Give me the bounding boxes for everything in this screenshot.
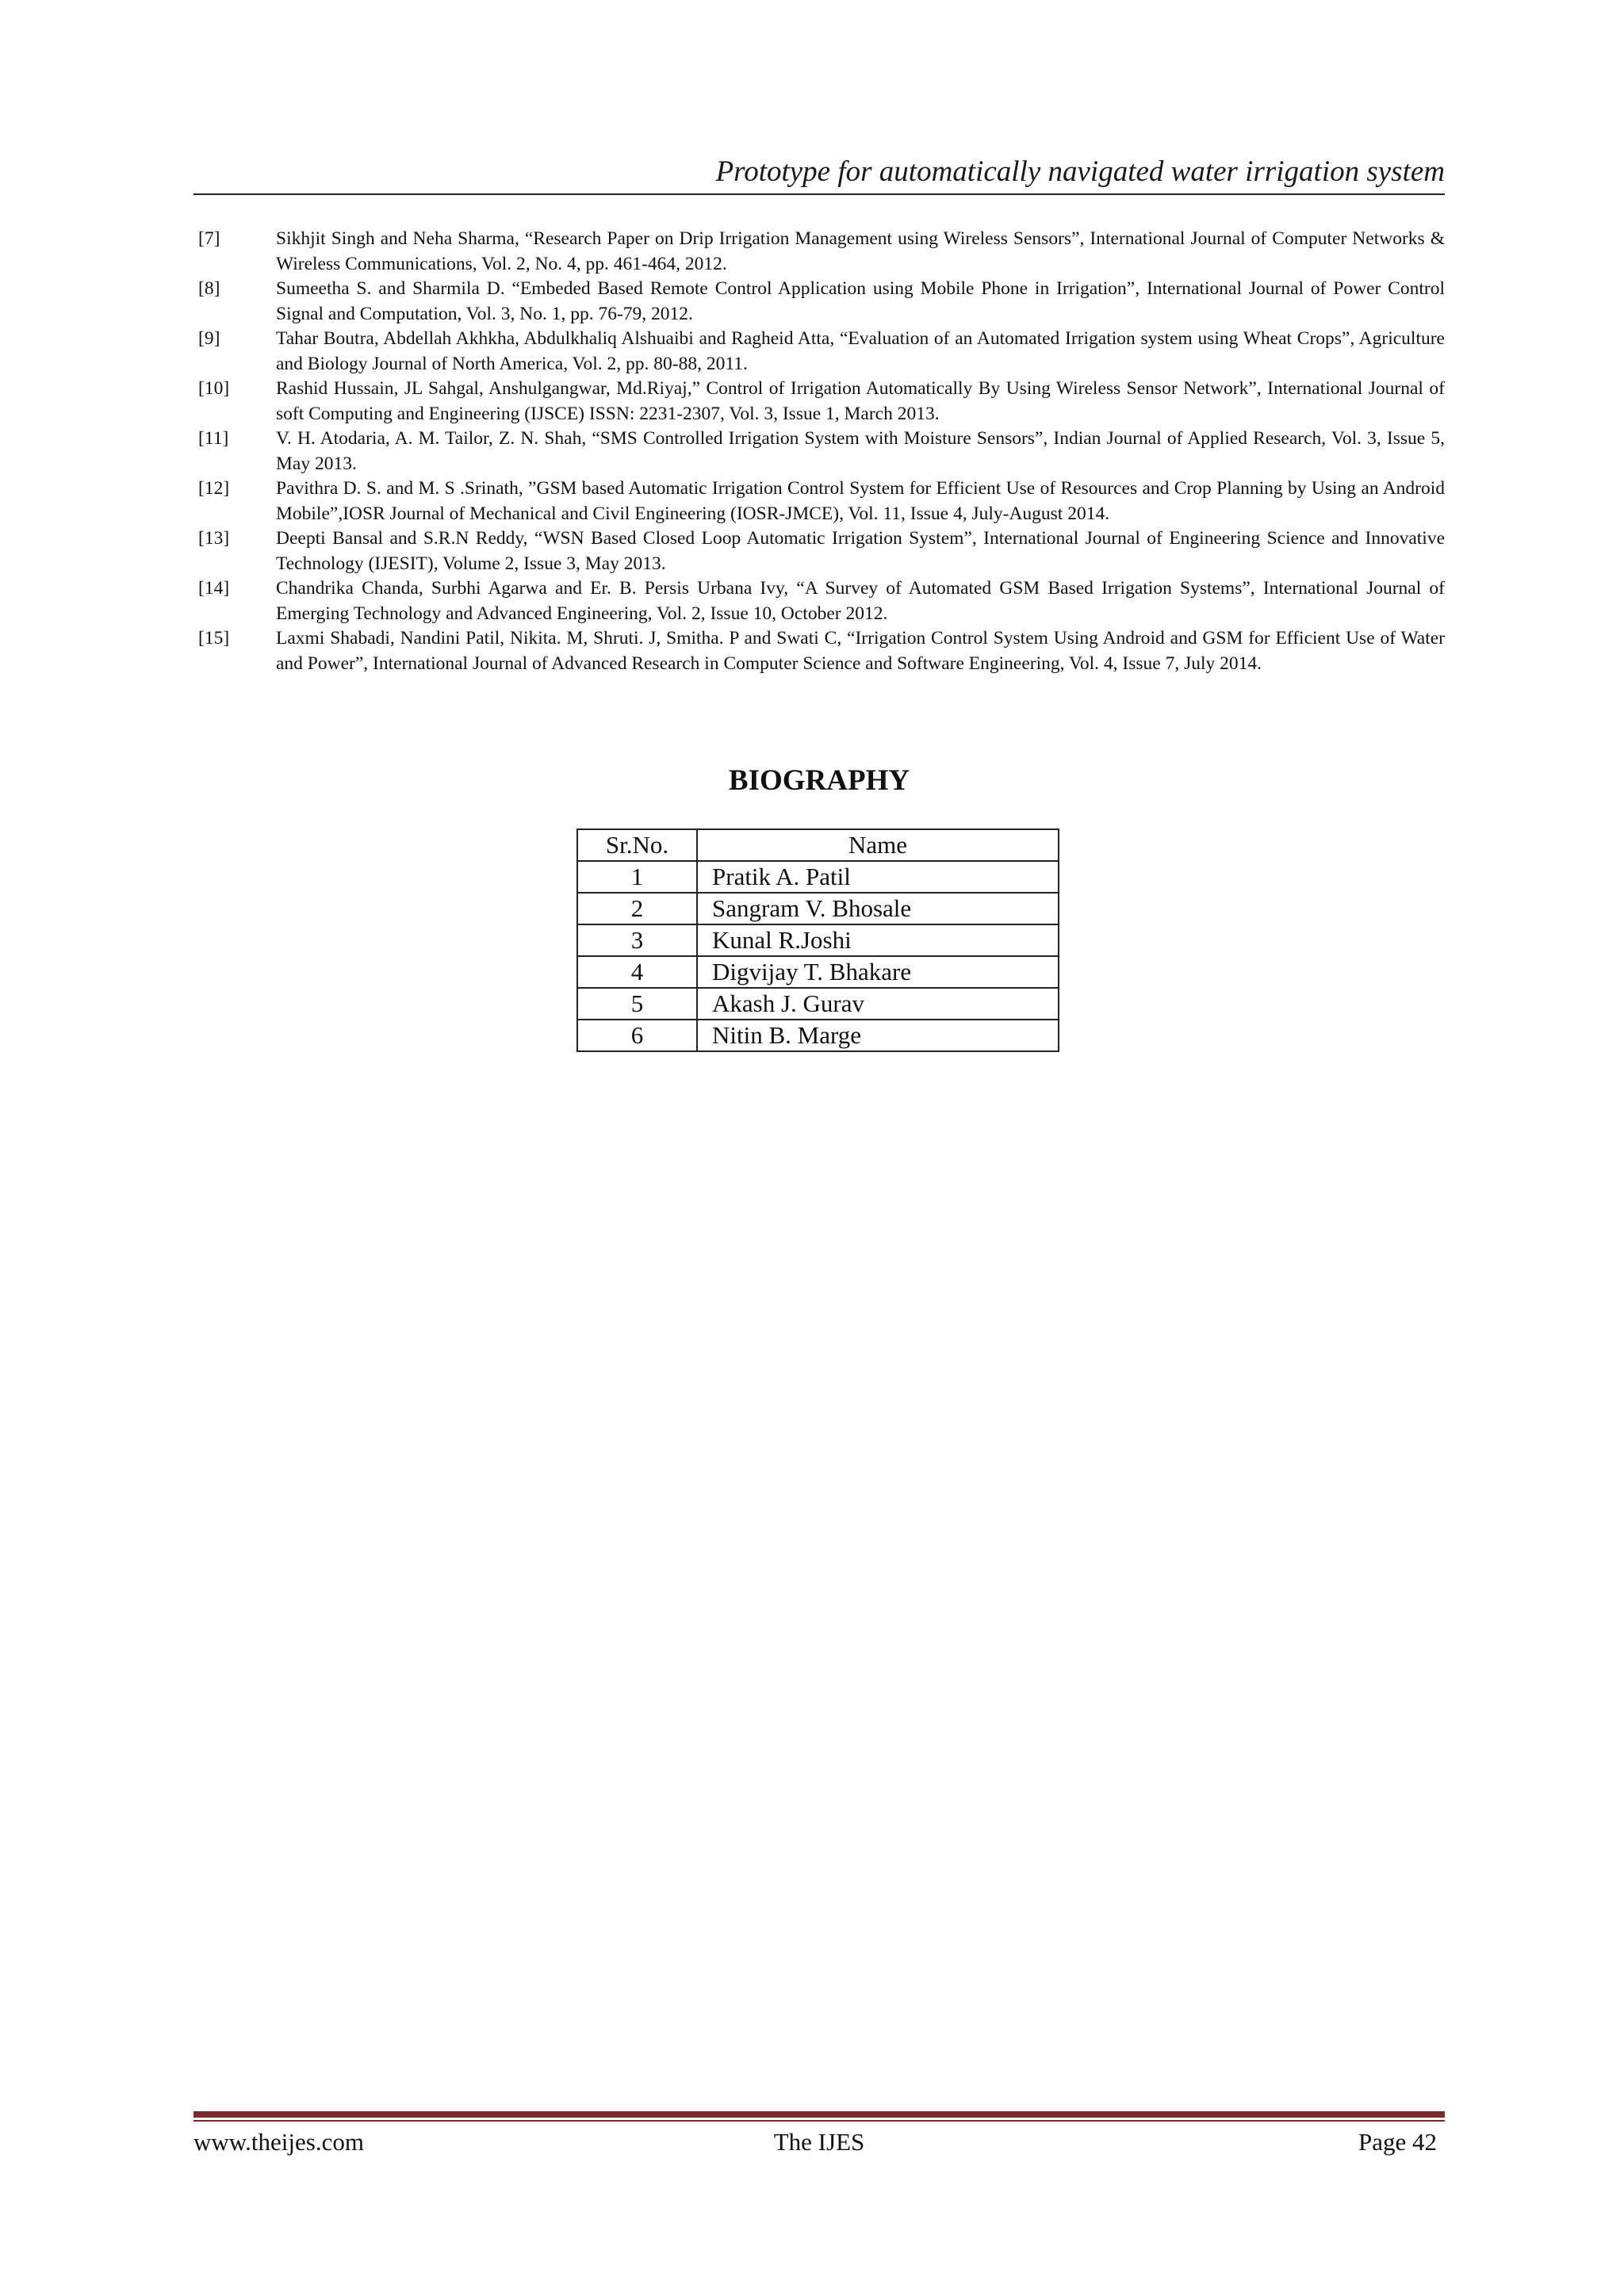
table-row bbox=[577, 988, 1059, 1020]
reference-number: [8] bbox=[198, 278, 220, 299]
reference-text: Laxmi Shabadi, Nandini Patil, Nikita. M, Shruti. J, Smitha. P and Swati C, “Irrigation Control System Using Android and GSM for Efficient Use of Water and Power”, International Journal of Advanced Research in Computer Science and Software Engineering, Vol. 4, Issue 7, July 2014. bbox=[276, 628, 1445, 674]
table-row bbox=[577, 861, 1059, 893]
reference-item bbox=[198, 377, 1445, 427]
header-rule bbox=[193, 193, 1445, 195]
name-cell: Sangram V. Bhosale bbox=[697, 893, 1059, 924]
reference-list bbox=[198, 227, 1445, 676]
name-cell: Pratik A. Patil bbox=[697, 861, 1059, 893]
reference-number: [9] bbox=[198, 328, 220, 349]
sr-no-cell: 2 bbox=[577, 893, 697, 924]
reference-number: [11] bbox=[198, 428, 229, 449]
table-row bbox=[577, 893, 1059, 924]
reference-item bbox=[198, 427, 1445, 476]
name-cell: Nitin B. Marge bbox=[697, 1020, 1059, 1051]
reference-text: Sikhjit Singh and Neha Sharma, “Research Paper on Drip Irrigation Management using Wireless Sensors”, International Journal of Computer Networks & Wireless Communications, Vol. 2, No. 4, pp. 461-464, 2012. bbox=[276, 228, 1445, 274]
reference-item bbox=[198, 576, 1445, 626]
name-cell: Digvijay T. Bhakare bbox=[697, 956, 1059, 988]
reference-item bbox=[198, 626, 1445, 676]
biography-table bbox=[576, 828, 1059, 1052]
biography-heading: BIOGRAPHY bbox=[728, 764, 910, 797]
table-row bbox=[577, 956, 1059, 988]
reference-item bbox=[198, 327, 1445, 377]
reference-text: Pavithra D. S. and M. S .Srinath, ”GSM based Automatic Irrigation Control System for Efficient Use of Resources and Crop Planning by Using an Android Mobile”,IOSR Journal of Mechanical and Civil Engineering (IOSR-JMCE), Vol. 11, Issue 4, July-August 2014. bbox=[276, 478, 1445, 524]
reference-item bbox=[198, 526, 1445, 576]
footer-rule bbox=[193, 2111, 1445, 2118]
name-cell: Kunal R.Joshi bbox=[697, 924, 1059, 956]
footer-journal: The IJES bbox=[773, 2128, 865, 2156]
running-header: Prototype for automatically navigated water irrigation system bbox=[715, 155, 1445, 188]
reference-text: Chandrika Chanda, Surbhi Agarwa and Er. B. Persis Urbana Ivy, “A Survey of Automated GSM Based Irrigation Systems”, International Journal of Emerging Technology and Advanced Engineering, Vol. 2, Issue 10, October 2012. bbox=[276, 578, 1445, 624]
reference-number: [15] bbox=[198, 628, 230, 649]
reference-text: V. H. Atodaria, A. M. Tailor, Z. N. Shah, “SMS Controlled Irrigation System with Moisture Sensors”, Indian Journal of Applied Research, Vol. 3, Issue 5, May 2013. bbox=[276, 428, 1445, 474]
sr-no-cell: 3 bbox=[577, 924, 697, 956]
reference-item bbox=[198, 476, 1445, 526]
reference-text: Rashid Hussain, JL Sahgal, Anshulgangwar, Md.Riyaj,” Control of Irrigation Automatically By Using Wireless Sensor Network”, International Journal of soft Computing and Engineering (IJSCE) ISSN: 2231-2307, Vol. 3, Issue 1, March 2013. bbox=[276, 378, 1445, 424]
column-header-sr-no: Sr.No. bbox=[577, 829, 697, 861]
reference-number: [7] bbox=[198, 228, 220, 249]
sr-no-cell: 1 bbox=[577, 861, 697, 893]
reference-number: [12] bbox=[198, 478, 230, 499]
reference-number: [14] bbox=[198, 578, 230, 599]
reference-text: Sumeetha S. and Sharmila D. “Embeded Based Remote Control Application using Mobile Phone in Irrigation”, International Journal of Power Control Signal and Computation, Vol. 3, No. 1, pp. 76-79, 2012. bbox=[276, 278, 1445, 324]
table-row bbox=[577, 1020, 1059, 1051]
reference-number: [13] bbox=[198, 528, 230, 549]
sr-no-cell: 4 bbox=[577, 956, 697, 988]
reference-number: [10] bbox=[198, 378, 230, 399]
reference-text: Tahar Boutra, Abdellah Akhkha, Abdulkhaliq Alshuaibi and Ragheid Atta, “Evaluation of an Automated Irrigation system using Wheat Crops”, Agriculture and Biology Journal of North America, Vol. 2, pp. 80-88, 2011. bbox=[276, 328, 1445, 374]
sr-no-cell: 5 bbox=[577, 988, 697, 1020]
footer-page-number: Page 42 bbox=[1358, 2128, 1437, 2156]
sr-no-cell: 6 bbox=[577, 1020, 697, 1051]
reference-item bbox=[198, 277, 1445, 327]
page-footer bbox=[193, 2125, 1445, 2160]
reference-item bbox=[198, 227, 1445, 277]
footer-website: www.theijes.com bbox=[193, 2128, 364, 2156]
column-header-name: Name bbox=[697, 829, 1059, 861]
table-row bbox=[577, 924, 1059, 956]
name-cell: Akash J. Gurav bbox=[697, 988, 1059, 1020]
table-header-row bbox=[577, 829, 1059, 861]
reference-text: Deepti Bansal and S.R.N Reddy, “WSN Based Closed Loop Automatic Irrigation System”, International Journal of Engineering Science and Innovative Technology (IJESIT), Volume 2, Issue 3, May 2013. bbox=[276, 528, 1445, 574]
footer-rule-thin bbox=[193, 2120, 1445, 2122]
